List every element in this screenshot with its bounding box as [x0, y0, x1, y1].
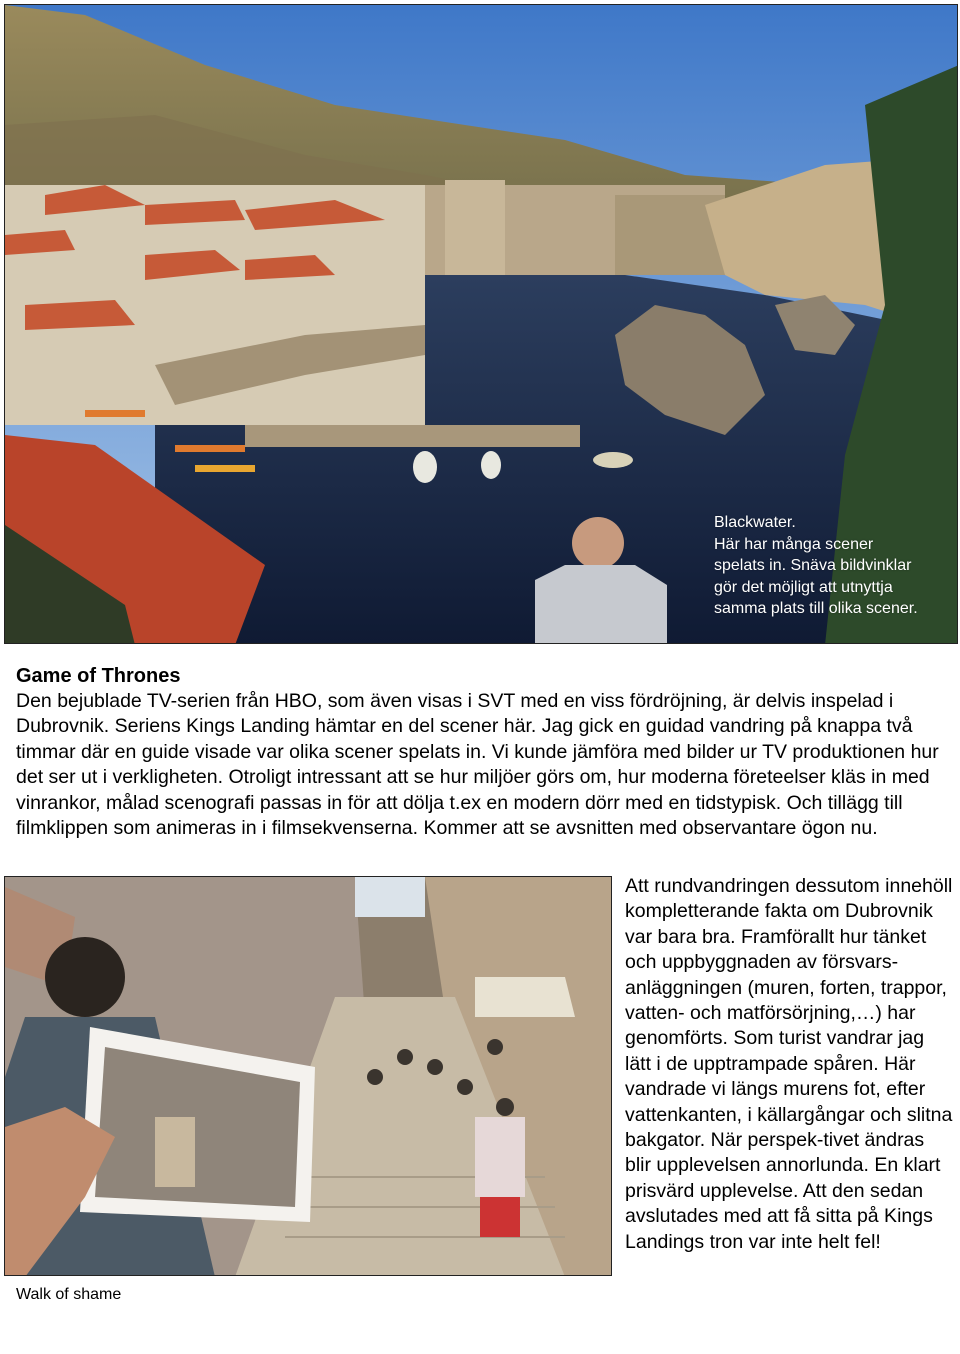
walk-of-shame-photo [4, 876, 612, 1276]
bottom-photo-caption: Walk of shame [16, 1286, 122, 1303]
side-column-text: Att rundvandringen dessutom innehöll kompletterande fakta om Dubrovnik var bara bra. Framförallt hur tänket och uppbyggnaden av försvars-anläggningen (muren, forten, trappor, vatten- och matförsörjning,…) har genomförts. Som turist vandrar jag lätt i de upptrampade spåren. Här vandrade vi längs murens fot, efter vattenkanten, i källargångar och slitna bakgator. När perspek-tivet ändras blir upplevelsen annorlunda. En klart prisvärd upplevelse. Att den sedan avslutades med att få sitta på Kings Landings tron var inte helt fel! [625, 875, 953, 1253]
top-photo-caption: Blackwater. Här har många scener spelats in. Snäva bildvinklar gör det möjligt att utnyttja samma plats till olika scener. [714, 514, 918, 617]
article-title: Game of Thrones [16, 665, 181, 687]
stairs-illustration [5, 877, 612, 1276]
article-body: Den bejublade TV-serien från HBO, som även visas i SVT med en viss fördröjning, är delvis inspelad i Dubrovnik. Seriens Kings Landing hämtar en del scener här. Jag gick en guidad vandring på knappa två timmar där en guide visade var olika scener spelats in. Vi kunde jämföra med bilder ur TV produktionen hur det ser ut i verkligheten. Otroligt intressant att se hur miljöer görs om, hur moderna företeelser kläs in med vinrankor, målad scenografi passas in för att dölja t.ex en modern dörr med en tidstypisk. Och tillägg till filmklippen som animeras in i filmsekvenserna. Kommer att se avsnitten med observantare ögon nu. [16, 690, 939, 840]
